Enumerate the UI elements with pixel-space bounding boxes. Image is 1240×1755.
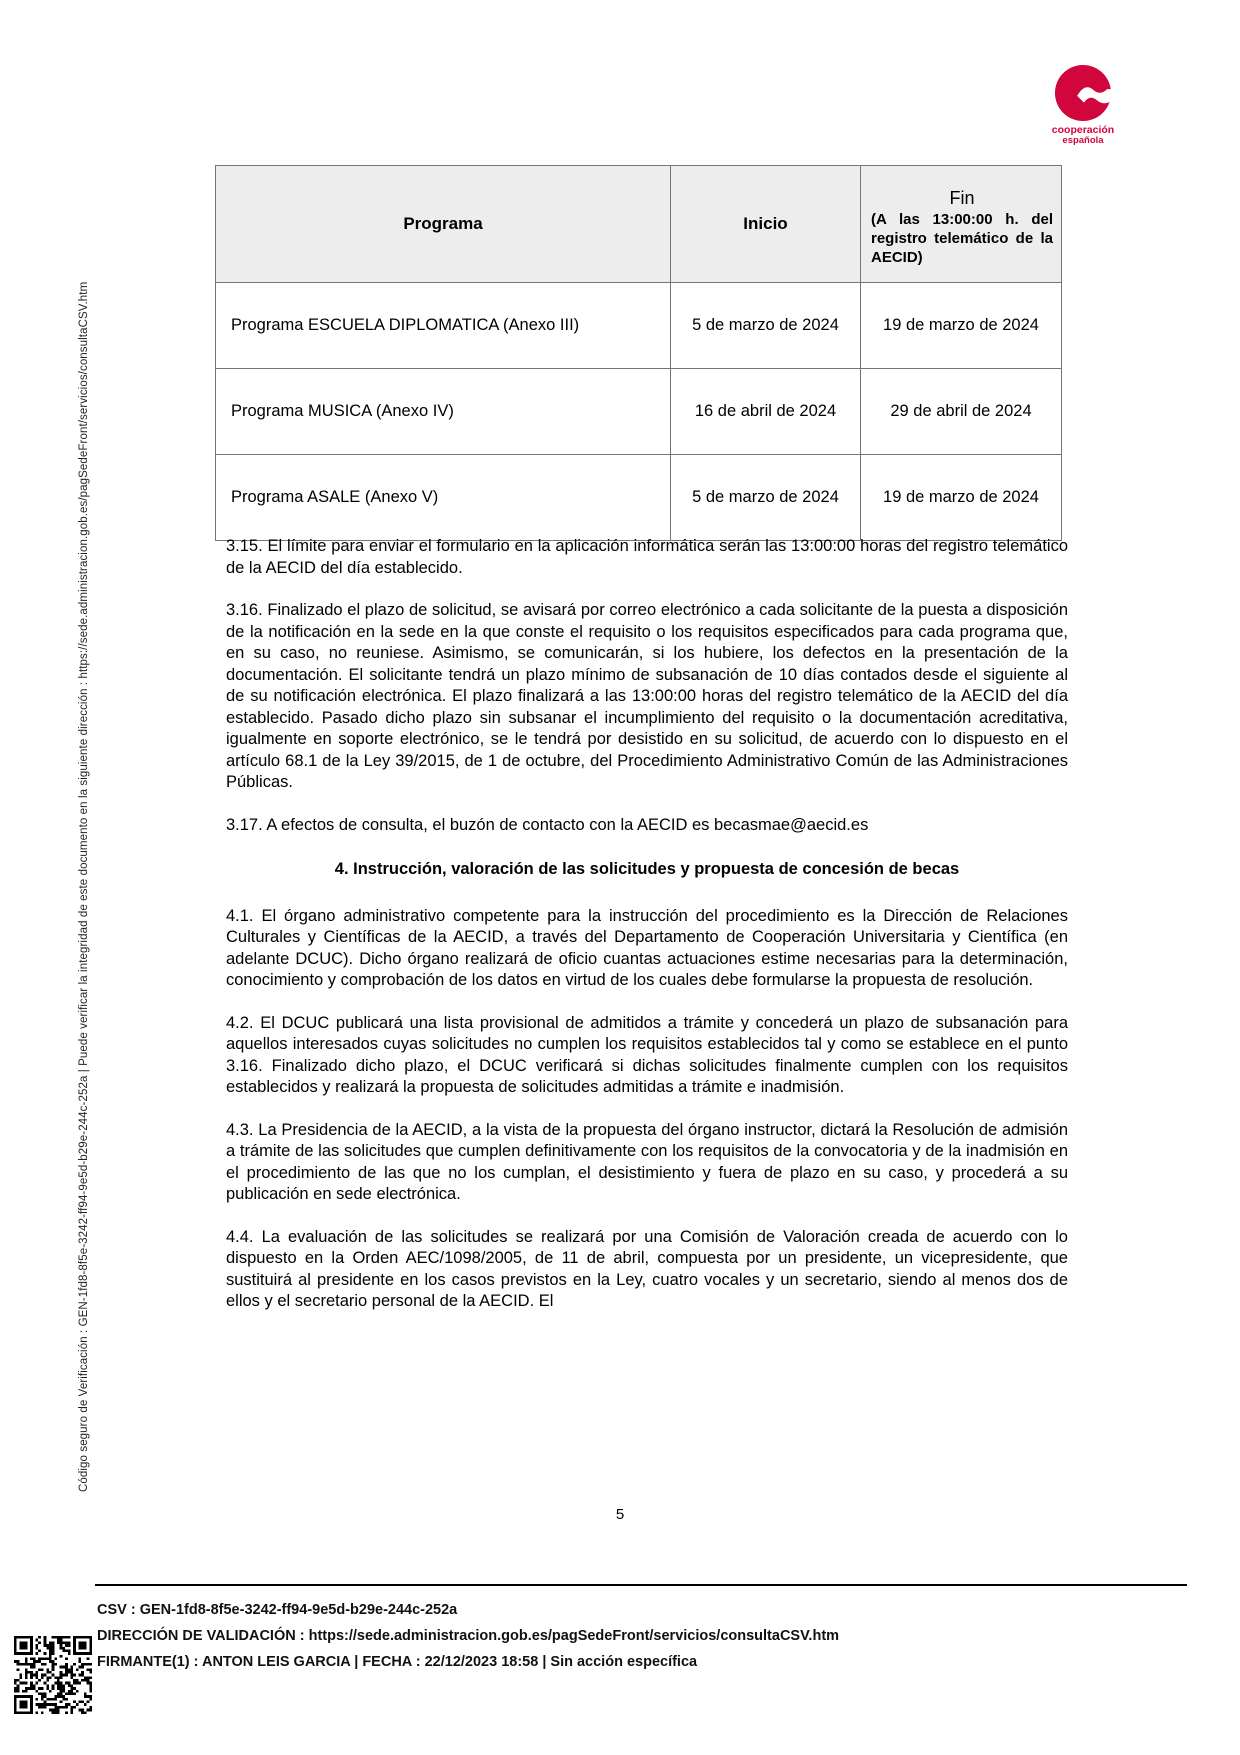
header-fin <box>861 166 1062 283</box>
cell-inicio: 5 de marzo de 2024 <box>671 455 861 541</box>
qr-code-icon <box>14 1636 92 1714</box>
header-programa: Programa <box>216 166 671 283</box>
page-number: 5 <box>615 1506 625 1523</box>
cell-programa: Programa ASALE (Anexo V) <box>216 455 671 541</box>
cell-fin: 19 de marzo de 2024 <box>861 283 1062 369</box>
vertical-csv-text: Código seguro de Verificación : GEN-1fd8-8f5e-3242-ff94-9e5d-b29e-244c-252a | Puede verificar la integridad de este documento en la siguiente dirección : https://sede.administracion.gob.es/pagSedeFront/servicios/consultaCSV.htm <box>78 281 90 1492</box>
footer-csv: CSV : GEN-1fd8-8f5e-3242-ff94-9e5d-b29e-244c-252a <box>97 1602 458 1618</box>
logo-text-line1: cooperación <box>1051 124 1115 136</box>
table-row <box>216 455 1062 541</box>
paragraph-3-17: 3.17. A efectos de consulta, el buzón de contacto con la AECID es becasmae@aecid.es <box>226 815 869 834</box>
footer-block <box>97 1597 1187 1675</box>
table-row <box>216 369 1062 455</box>
cell-fin: 19 de marzo de 2024 <box>861 455 1062 541</box>
paragraph-4-1: 4.1. El órgano administrativo competente para la instrucción del procedimiento es la Dirección de Relaciones Culturales y Científicas de la AECID, a través del Departamento de Cooperación Universitaria y Científica (en adelante DCUC). Dicho órgano realizará de oficio cuantas actuaciones estime necesarias para la determinación, conocimiento y comprobación de los datos en virtud de los cuales debe formularse la propuesta de resolución. <box>226 906 1068 989</box>
footer-signer: FIRMANTE(1) : ANTON LEIS GARCIA | FECHA : 22/12/2023 18:58 | Sin acción específica <box>97 1654 698 1670</box>
paragraph-3-16: 3.16. Finalizado el plazo de solicitud, se avisará por correo electrónico a cada solicitante de la puesta a disposición de la notificación en la sede en la que conste el requisito o los requisitos especificados para cada programa que, en su caso, no reuniese. Asimismo, se comunicarán, si los hubiere, los defectos en la presentación de la documentación. El solicitante tendrá un plazo mínimo de subsanación de 10 días contados desde el siguiente al de su notificación electrónica. El plazo finalizará a las 13:00:00 horas del registro telemático de la AECID del día establecido. Pasado dicho plazo sin subsanar el incumplimiento del requisito o la documentación acreditativa, igualmente en soporte electrónico, se le tendrá por desistido en su solicitud, de acuerdo con lo dispuesto en el artículo 68.1 de la Ley 39/2015, de 1 de octubre, del Procedimiento Administrativo Común de las Administraciones Públicas. <box>226 601 1068 791</box>
header-fin-title: Fin <box>949 187 975 208</box>
cell-programa: Programa ESCUELA DIPLOMATICA (Anexo III) <box>216 283 671 369</box>
logo-c-wave-icon <box>1048 64 1118 122</box>
paragraph-4-3: 4.3. La Presidencia de la AECID, a la vista de la propuesta del órgano instructor, dictará la Resolución de admisión a trámite de las solicitudes que cumplen definitivamente con los requisitos de la convocatoria y de la inadmisión en el procedimiento de las que no los cumplan, el desistimiento y fuera de plazo en su caso, y procederá a su publicación en sede electrónica. <box>226 1120 1068 1203</box>
section-4-heading: 4. Instrucción, valoración de las solicitudes y propuesta de concesión de becas <box>334 860 960 878</box>
document-body <box>226 536 1068 1334</box>
footer-validation-url: DIRECCIÓN DE VALIDACIÓN : https://sede.administracion.gob.es/pagSedeFront/servicios/consultaCSV.htm <box>97 1628 840 1644</box>
cell-fin: 29 de abril de 2024 <box>861 369 1062 455</box>
header-fin-subtitle: (A las 13:00:00 h. del registro telemático de la AECID) <box>871 210 1053 266</box>
paragraph-4-4: 4.4. La evaluación de las solicitudes se realizará por una Comisión de Valoración creada de acuerdo con lo dispuesto en la Orden AEC/1098/2005, de 11 de abril, compuesta por un presidente, un vicepresidente, que sustituirá al presidente en los casos previstos en la Ley, cuatro vocales y un secretario, siendo al menos dos de ellos y el secretario personal de la AECID. El <box>226 1227 1068 1310</box>
paragraph-3-15: 3.15. El límite para enviar el formulario en la aplicación informática serán las 13:00:00 horas del registro telemático de la AECID del día establecido. <box>226 537 1068 577</box>
cell-inicio: 5 de marzo de 2024 <box>671 283 861 369</box>
table-header-row <box>216 166 1062 283</box>
cooperacion-espanola-logo <box>1048 64 1118 146</box>
program-schedule-table <box>215 165 1062 541</box>
footer-divider <box>95 1584 1187 1586</box>
cell-programa: Programa MUSICA (Anexo IV) <box>216 369 671 455</box>
paragraph-4-2: 4.2. El DCUC publicará una lista provisional de admitidos a trámite y concederá un plazo de subsanación para aquellos interesados cuyas solicitudes no cumplen los requisitos establecidos tal y como se establece en el punto 3.16. Finalizado dicho plazo, el DCUC verificará si dichas solicitudes finalmente cumplen con los requisitos establecidos y realizará la propuesta de solicitudes admitidas a trámite e inadmisión. <box>226 1013 1068 1096</box>
cell-inicio: 16 de abril de 2024 <box>671 369 861 455</box>
header-inicio: Inicio <box>671 166 861 283</box>
logo-text-line2: española <box>1062 135 1104 146</box>
table-row <box>216 283 1062 369</box>
